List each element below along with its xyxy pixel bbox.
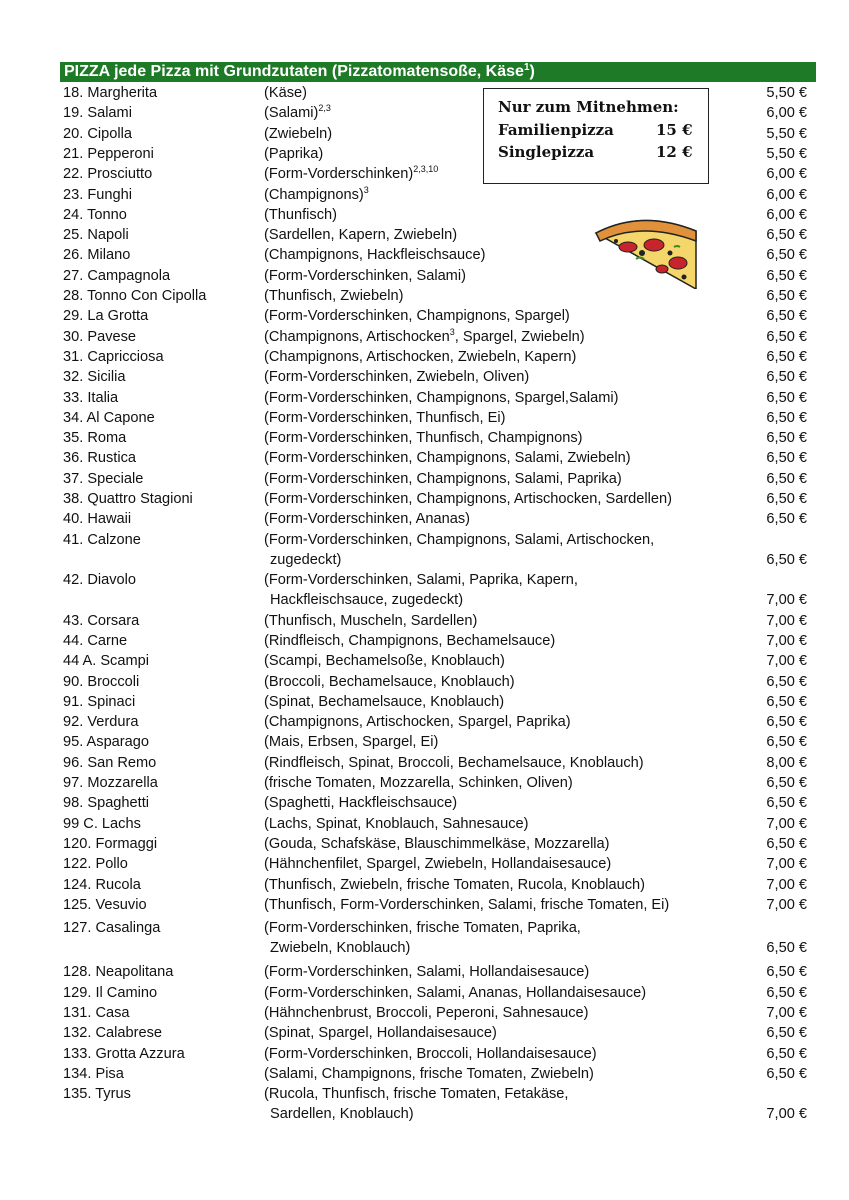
menu-item-name: 131. Casa <box>63 1004 130 1021</box>
menu-item-ingredients <box>264 755 644 771</box>
menu-item-ingredients <box>264 920 581 936</box>
menu-item-price: 7,00 € <box>766 856 807 873</box>
ingredients-text: (Champignons, Artischocken, Zwiebeln, Kapern) <box>264 348 577 365</box>
ingredients-text: (Mais, Erbsen, Spargel, Ei) <box>264 734 439 751</box>
ingredients-text: (Thunfisch, Zwiebeln, frische Tomaten, Rucola, Knoblauch) <box>264 876 645 893</box>
menu-item-ingredients <box>264 856 611 872</box>
menu-item-ingredients <box>264 836 610 852</box>
ingredients-text: (Champignons, Artischocken <box>264 328 450 345</box>
ingredients-text: (Form-Vorderschinken, Broccoli, Hollandaisesauce) <box>264 1045 597 1062</box>
menu-item-ingredients-line2: Zwiebeln, Knoblauch) <box>270 940 411 957</box>
menu-item-price: 6,50 € <box>766 940 807 957</box>
menu-item-price: 6,50 € <box>766 288 807 304</box>
menu-item-price: 7,00 € <box>766 876 807 893</box>
menu-item-name: 96. San Remo <box>63 754 157 771</box>
single-pizza-line <box>498 143 708 165</box>
menu-item-row <box>0 186 849 206</box>
menu-item-row <box>0 1085 849 1126</box>
menu-item-price: 6,50 € <box>766 714 807 731</box>
menu-item-ingredients <box>264 166 438 182</box>
header-title-end: ) <box>529 63 535 80</box>
menu-item-price: 5,50 € <box>766 125 807 142</box>
ingredients-text: (frische Tomaten, Mozzarella, Schinken, Oliven) <box>264 775 573 791</box>
menu-item-ingredients <box>264 734 438 750</box>
ingredients-text: (Form-Vorderschinken, Champignons, Artischocken, Sardellen) <box>264 491 672 507</box>
menu-item-ingredients <box>264 1086 568 1102</box>
menu-item-row <box>0 328 849 348</box>
menu-item-name: 127. Casalinga <box>63 919 161 936</box>
menu-item-row <box>0 794 849 814</box>
menu-item-price: 6,50 € <box>766 348 807 365</box>
menu-item-row <box>0 754 849 774</box>
menu-item-row <box>0 287 849 307</box>
ingredients-text: (Form-Vorderschinken, frische Tomaten, Paprika, <box>264 919 581 936</box>
menu-item-price: 6,50 € <box>766 693 807 710</box>
menu-item-name: 41. Calzone <box>63 531 141 548</box>
menu-item-ingredients <box>264 674 515 690</box>
menu-item-row <box>0 896 849 919</box>
menu-item-row <box>0 876 849 896</box>
menu-item-price: 7,00 € <box>766 592 807 609</box>
menu-item-price: 6,00 € <box>766 206 807 223</box>
menu-item-ingredients <box>264 308 570 324</box>
allergen-footnote: 2,3,10 <box>413 164 439 175</box>
menu-item-name: 26. Milano <box>63 247 131 264</box>
ingredients-text-continued: , Spargel, Zwiebeln) <box>454 328 585 345</box>
menu-item-row <box>0 774 849 794</box>
ingredients-text: (Form-Vorderschinken, Thunfisch, Champignons) <box>264 430 583 447</box>
menu-item-price: 6,50 € <box>766 430 807 447</box>
ingredients-text: (Champignons, Hackfleischsauce) <box>264 247 486 264</box>
menu-item-row <box>0 449 849 469</box>
ingredients-text: (Käse) <box>264 85 307 101</box>
menu-item-ingredients <box>264 1046 597 1062</box>
menu-item-name: 27. Campagnola <box>63 267 171 284</box>
menu-item-ingredients <box>264 985 646 1001</box>
menu-item-ingredients <box>264 184 369 203</box>
ingredients-text: (Form-Vorderschinken, Champignons, Salami, Artischocken, <box>264 531 655 548</box>
ingredients-text: (Form-Vorderschinken, Salami, Ananas, Hollandaisesauce) <box>264 984 647 1001</box>
menu-item-name: 99 C. Lachs <box>63 815 141 832</box>
ingredients-text: (Form-Vorderschinken, Salami) <box>264 267 466 284</box>
menu-item-row <box>0 673 849 693</box>
menu-item-name: 97. Mozzarella <box>63 775 158 791</box>
ingredients-text: (Salami) <box>264 105 319 122</box>
menu-item-ingredients <box>264 430 583 446</box>
ingredients-text: (Form-Vorderschinken, Salami, Hollandaisesauce) <box>264 964 590 981</box>
menu-item-name: 19. Salami <box>63 105 132 122</box>
ingredients-text: (Hähnchenbrust, Broccoli, Peperoni, Sahnesauce) <box>264 1004 589 1021</box>
menu-item-ingredients <box>264 964 589 980</box>
menu-item-price: 7,00 € <box>766 815 807 832</box>
menu-item-ingredients <box>264 471 622 487</box>
menu-item-row <box>0 165 849 185</box>
allergen-footnote: 3 <box>363 184 369 195</box>
menu-item-name: 21. Pepperoni <box>63 145 154 162</box>
ingredients-text: (Zwiebeln) <box>264 125 333 142</box>
menu-item-price: 6,50 € <box>766 328 807 345</box>
ingredients-text: (Thunfisch, Zwiebeln) <box>264 288 404 304</box>
menu-item-row <box>0 835 849 855</box>
menu-item-name: 37. Speciale <box>63 470 144 487</box>
menu-item-price: 6,50 € <box>766 227 807 244</box>
ingredients-text: (Salami, Champignons, frische Tomaten, Zwiebeln) <box>264 1065 594 1082</box>
menu-item-ingredients <box>264 775 573 791</box>
menu-item-row <box>0 125 849 145</box>
ingredients-text: (Hähnchenfilet, Spargel, Zwiebeln, Hollandaisesauce) <box>264 856 612 873</box>
ingredients-text: (Thunfisch, Muscheln, Sardellen) <box>264 612 478 629</box>
menu-item-name: 20. Cipolla <box>63 125 132 142</box>
menu-item-ingredients <box>264 816 528 832</box>
menu-item-price: 7,00 € <box>766 612 807 629</box>
ingredients-text: (Form-Vorderschinken, Zwiebeln, Oliven) <box>264 369 530 386</box>
ingredients-text: (Form-Vorderschinken, Ananas) <box>264 511 471 528</box>
menu-item-row <box>0 429 849 449</box>
menu-item-ingredients <box>264 390 618 406</box>
menu-item-row <box>0 267 849 287</box>
menu-item-price: 6,50 € <box>766 984 807 1001</box>
menu-item-row <box>0 226 849 246</box>
menu-item-ingredients <box>264 1025 497 1041</box>
menu-item-ingredients <box>264 572 578 588</box>
menu-item-price: 6,00 € <box>766 166 807 183</box>
menu-item-name: 135. Tyrus <box>63 1086 131 1103</box>
menu-item-ingredients <box>264 247 485 263</box>
menu-item-ingredients-line2: Sardellen, Knoblauch) <box>270 1106 414 1123</box>
menu-item-name: 29. La Grotta <box>63 308 149 325</box>
menu-item-ingredients <box>264 268 466 284</box>
menu-item-price: 6,50 € <box>766 1045 807 1062</box>
menu-section-header <box>60 62 816 82</box>
menu-item-price: 5,50 € <box>766 145 807 162</box>
family-pizza-price: 15 € <box>656 121 693 139</box>
menu-item-price: 6,50 € <box>766 247 807 264</box>
menu-item-name: 32. Sicilia <box>63 369 126 386</box>
menu-item-ingredients <box>264 146 323 162</box>
menu-item-ingredients <box>264 795 457 811</box>
menu-item-name: 23. Funghi <box>63 186 132 203</box>
menu-item-row <box>0 693 849 713</box>
menu-item-ingredients <box>264 633 555 649</box>
menu-item-row <box>0 1045 849 1065</box>
menu-item-ingredients <box>264 326 585 345</box>
menu-item-row <box>0 1065 849 1085</box>
menu-item-row <box>0 1004 849 1024</box>
menu-item-price: 6,50 € <box>766 369 807 386</box>
menu-item-name: 125. Vesuvio <box>63 896 147 913</box>
menu-item-name: 90. Broccoli <box>63 673 140 690</box>
ingredients-text: (Rindfleisch, Spinat, Broccoli, Bechamelsauce, Knoblauch) <box>264 754 644 771</box>
menu-item-name: 134. Pisa <box>63 1065 124 1082</box>
menu-item-price: 6,50 € <box>766 775 807 791</box>
menu-item-ingredients <box>264 85 307 101</box>
menu-item-name: 44 A. Scampi <box>63 653 149 670</box>
menu-item-ingredients <box>264 877 645 893</box>
menu-item-price: 6,50 € <box>766 835 807 852</box>
menu-item-price: 6,00 € <box>766 105 807 122</box>
menu-item-name: 33. Italia <box>63 389 119 406</box>
menu-item-ingredients <box>264 694 504 710</box>
menu-item-row <box>0 713 849 733</box>
single-pizza-label: Singlepizza <box>498 143 595 161</box>
menu-item-price: 6,50 € <box>766 389 807 406</box>
menu-item-ingredients <box>264 349 576 365</box>
menu-item-row <box>0 368 849 388</box>
menu-item-price: 6,50 € <box>766 551 807 568</box>
menu-item-price: 6,50 € <box>766 511 807 528</box>
menu-item-row <box>0 409 849 429</box>
menu-item-ingredients <box>264 369 529 385</box>
ingredients-text: (Form-Vorderschinken, Thunfisch, Ei) <box>264 409 506 426</box>
family-pizza-label: Familienpizza <box>498 121 614 139</box>
ingredients-text: (Scampi, Bechamelsoße, Knoblauch) <box>264 653 505 670</box>
menu-item-name: 91. Spinaci <box>63 693 136 710</box>
ingredients-text: (Broccoli, Bechamelsauce, Knoblauch) <box>264 673 515 690</box>
menu-item-name: 44. Carne <box>63 632 128 649</box>
menu-item-name: 92. Verdura <box>63 714 139 731</box>
family-pizza-line <box>498 121 708 143</box>
menu-item-name: 133. Grotta Azzura <box>63 1045 185 1062</box>
menu-item-name: 40. Hawaii <box>63 511 132 528</box>
menu-item-row <box>0 963 849 983</box>
menu-item-row <box>0 571 849 612</box>
menu-item-row <box>0 612 849 632</box>
ingredients-text: (Spaghetti, Hackfleischsauce) <box>264 795 458 812</box>
menu-item-price: 6,50 € <box>766 795 807 812</box>
menu-item-row <box>0 84 849 104</box>
allergen-footnote: 3 <box>449 326 455 337</box>
menu-item-name: 128. Neapolitana <box>63 964 174 981</box>
menu-item-name: 132. Calabrese <box>63 1025 162 1042</box>
ingredients-text: (Form-Vorderschinken, Salami, Paprika, Kapern, <box>264 572 578 589</box>
ingredients-text: (Sardellen, Kapern, Zwiebeln) <box>264 227 458 244</box>
menu-item-row <box>0 1024 849 1044</box>
menu-item-name: 31. Capricciosa <box>63 348 164 365</box>
allergen-footnote: 2,3 <box>318 103 331 114</box>
menu-item-ingredients <box>264 105 331 121</box>
menu-item-ingredients <box>264 410 505 426</box>
menu-item-price: 6,50 € <box>766 470 807 487</box>
menu-item-price: 7,00 € <box>766 1106 807 1123</box>
ingredients-text: (Champignons) <box>264 186 364 203</box>
menu-item-row <box>0 815 849 835</box>
menu-item-name: 24. Tonno <box>63 206 127 223</box>
menu-item-ingredients <box>264 653 505 669</box>
menu-item-price: 7,00 € <box>766 653 807 670</box>
menu-item-name: 18. Margherita <box>63 85 158 101</box>
menu-item-row <box>0 470 849 490</box>
ingredients-text: (Form-Vorderschinken, Champignons, Spargel) <box>264 308 570 325</box>
menu-item-name: 34. Al Capone <box>63 409 155 426</box>
pizza-slice-icon <box>592 207 698 289</box>
menu-item-row <box>0 206 849 226</box>
menu-item-name: 38. Quattro Stagioni <box>63 491 193 507</box>
header-footnote: 1 <box>523 62 530 73</box>
menu-item-price: 6,50 € <box>766 673 807 690</box>
ingredients-text: (Gouda, Schafskäse, Blauschimmelkäse, Mozzarella) <box>264 835 610 852</box>
menu-item-price: 7,00 € <box>766 632 807 649</box>
menu-item-ingredients <box>264 1066 594 1082</box>
menu-item-name: 30. Pavese <box>63 328 137 345</box>
menu-item-row <box>0 510 849 530</box>
ingredients-text: (Form-Vorderschinken, Champignons, Salami, Paprika) <box>264 470 622 487</box>
ingredients-text: (Form-Vorderschinken, Champignons, Salami, Zwiebeln) <box>264 450 631 467</box>
menu-item-row <box>0 531 849 572</box>
menu-item-ingredients-line2: Hackfleischsauce, zugedeckt) <box>270 592 464 609</box>
ingredients-text: (Paprika) <box>264 145 324 162</box>
menu-item-price: 7,00 € <box>766 896 807 913</box>
menu-item-price: 7,00 € <box>766 1004 807 1021</box>
menu-item-name: 43. Corsara <box>63 612 140 629</box>
menu-item-ingredients <box>264 511 470 527</box>
menu-item-row <box>0 389 849 409</box>
menu-item-row <box>0 919 849 964</box>
menu-item-name: 129. Il Camino <box>63 984 158 1001</box>
menu-item-name: 36. Rustica <box>63 450 137 467</box>
menu-item-row <box>0 246 849 266</box>
takeaway-title: Nur zum Mitnehmen: <box>498 98 679 116</box>
menu-item-row <box>0 733 849 753</box>
menu-item-row <box>0 348 849 368</box>
menu-item-row <box>0 490 849 510</box>
menu-item-ingredients <box>264 450 631 466</box>
menu-item-name: 42. Diavolo <box>63 572 137 589</box>
single-pizza-price: 12 € <box>656 143 693 161</box>
menu-item-name: 28. Tonno Con Cipolla <box>63 288 207 304</box>
menu-item-ingredients <box>264 126 332 142</box>
menu-item-price: 6,00 € <box>766 186 807 203</box>
menu-item-ingredients <box>264 288 404 304</box>
menu-item-ingredients <box>264 613 477 629</box>
menu-item-name: 120. Formaggi <box>63 835 158 852</box>
ingredients-text: (Thunfisch, Form-Vorderschinken, Salami, frische Tomaten, Ei) <box>264 896 670 913</box>
menu-item-ingredients <box>264 1005 589 1021</box>
menu-item-price: 8,00 € <box>766 754 807 771</box>
menu-item-row <box>0 855 849 875</box>
ingredients-text: (Thunfisch) <box>264 206 337 223</box>
ingredients-text: (Rucola, Thunfisch, frische Tomaten, Fetakäse, <box>264 1086 569 1103</box>
menu-item-ingredients <box>264 227 457 243</box>
ingredients-text: (Spinat, Spargel, Hollandaisesauce) <box>264 1025 497 1042</box>
menu-item-price: 6,50 € <box>766 308 807 325</box>
menu-item-ingredients <box>264 491 672 507</box>
menu-item-row <box>0 652 849 672</box>
menu-item-name: 124. Rucola <box>63 876 141 893</box>
menu-item-price: 6,50 € <box>766 964 807 981</box>
ingredients-text: (Champignons, Artischocken, Spargel, Paprika) <box>264 714 571 731</box>
takeaway-box <box>483 88 709 184</box>
menu-item-row <box>0 984 849 1004</box>
menu-item-ingredients <box>264 532 654 548</box>
menu-item-name: 122. Pollo <box>63 856 128 873</box>
ingredients-text: (Lachs, Spinat, Knoblauch, Sahnesauce) <box>264 815 529 832</box>
menu-item-price: 6,50 € <box>766 734 807 751</box>
menu-item-name: 22. Prosciutto <box>63 166 153 183</box>
menu-item-price: 6,50 € <box>766 450 807 467</box>
menu-item-price: 6,50 € <box>766 491 807 507</box>
menu-item-row <box>0 307 849 327</box>
menu-item-ingredients <box>264 207 337 223</box>
menu-item-price: 5,50 € <box>766 85 807 101</box>
menu-item-name: 98. Spaghetti <box>63 795 150 812</box>
ingredients-text: (Spinat, Bechamelsauce, Knoblauch) <box>264 693 505 710</box>
menu-item-row <box>0 104 849 124</box>
menu-item-price: 6,50 € <box>766 267 807 284</box>
header-title: PIZZA jede Pizza mit Grundzutaten (Pizzatomatensoße, Käse <box>64 63 524 80</box>
menu-item-ingredients-line2: zugedeckt) <box>270 551 342 568</box>
ingredients-text: (Form-Vorderschinken) <box>264 166 414 183</box>
ingredients-text: (Rindfleisch, Champignons, Bechamelsauce) <box>264 632 556 649</box>
menu-item-name: 25. Napoli <box>63 227 129 244</box>
menu-item-name: 95. Asparago <box>63 734 150 751</box>
menu-item-ingredients <box>264 714 571 730</box>
menu-item-ingredients <box>264 897 669 913</box>
menu-item-price: 6,50 € <box>766 1065 807 1082</box>
menu-item-price: 6,50 € <box>766 1025 807 1042</box>
menu-item-row <box>0 145 849 165</box>
menu-item-row <box>0 632 849 652</box>
menu-item-price: 6,50 € <box>766 409 807 426</box>
menu-item-name: 35. Roma <box>63 430 127 447</box>
ingredients-text: (Form-Vorderschinken, Champignons, Spargel,Salami) <box>264 389 619 406</box>
